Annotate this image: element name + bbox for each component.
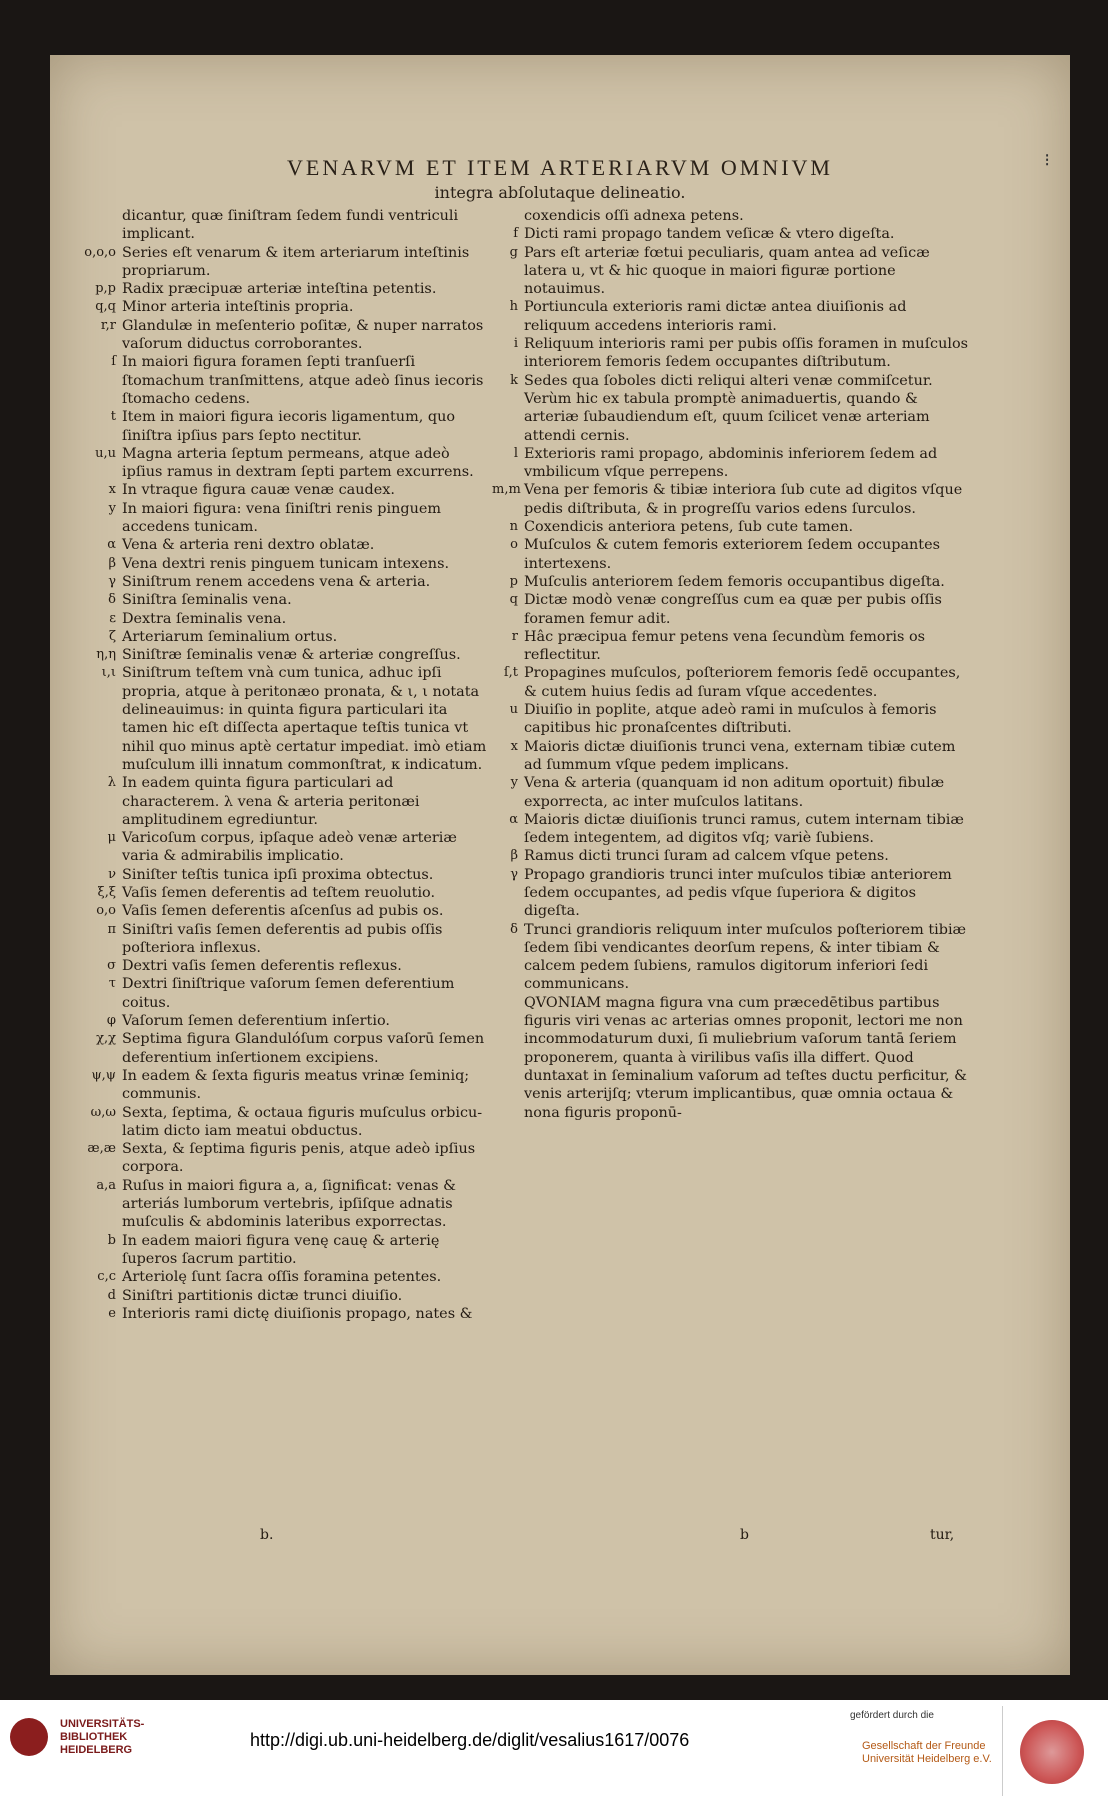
entry-row xyxy=(492,847,970,865)
entry-label: ω,ω xyxy=(90,1104,116,1120)
entry-label: σ xyxy=(107,958,116,974)
entry-row xyxy=(60,664,490,774)
entry-text: Vena & arteria reni dextro oblatæ. xyxy=(122,537,375,554)
entry-label: e xyxy=(108,1305,116,1321)
entry-text: Dextra ſeminalis vena. xyxy=(122,610,287,627)
entry-text: Siniſtri vaſis ſemen deferentis ad pubis oſſis poſteriora inflexus. xyxy=(122,921,443,956)
entry-row xyxy=(60,298,490,316)
entry-text: Varicoſum corpus, ipſaque adeò venæ arteriæ varia & admirabilis implicatio. xyxy=(122,830,457,865)
entry-text: In eadem & ſexta figuris meatus vrinæ ſeminiq; communis. xyxy=(122,1067,470,1103)
entry-text: Glandulæ in meſenterio poſitæ, & nuper narratos vaſorum diductus corroborantes. xyxy=(122,317,484,353)
entry-row xyxy=(60,481,490,499)
entry-row xyxy=(492,774,970,811)
entry-text: Radix præcipuæ arteriæ inteſtina petentis. xyxy=(122,281,437,298)
entry-text: Vena & arteria (quanquam id non aditum oportuit) fibulæ exporrecta, ac inter muſculos latitans. xyxy=(524,775,945,810)
entry-text: In eadem maiori figura venę cauę & arterię ſuperos ſacrum partitio. xyxy=(122,1232,440,1267)
entry-row xyxy=(60,610,490,628)
entry-text: Vaſis ſemen deferentis ad teſtem reuolutio. xyxy=(122,884,436,901)
entry-text: Siniſtrum teſtem vnà cum tunica, adhuc ipſi propria, atque à peritonæo pronata, & ι, ι notata delineauimus: in quinta figura particulari ita tamen hic eſt diſſecta apertaque teſtis tunica vt nihil quo minus aptè certatur impediat. imò etiam muſculum illi innatum commonſtrat, κ indicatum. xyxy=(122,665,487,773)
entry-row xyxy=(60,591,490,609)
ornament-mark: ⁝ xyxy=(1044,150,1050,171)
entry-row xyxy=(60,1030,490,1067)
entry-row xyxy=(60,1104,490,1141)
entry-label: k xyxy=(510,372,518,388)
entry-label: δ xyxy=(108,592,116,608)
entry-label: α xyxy=(107,537,116,553)
entry-label: t xyxy=(110,409,116,425)
book-page xyxy=(50,55,1070,1675)
entry-row xyxy=(60,646,490,664)
entry-label: u,u xyxy=(95,445,116,461)
entry-label: y xyxy=(108,500,116,516)
entry-text: In vtraque figura cauæ venæ caudex. xyxy=(122,482,395,499)
entry-text: Ramus dicti trunci ſuram ad calcem vſque petens. xyxy=(524,848,889,865)
entry-row xyxy=(492,372,970,445)
library-logo-icon xyxy=(10,1718,48,1756)
entry-row xyxy=(60,1012,490,1030)
entry-label: g xyxy=(509,244,518,260)
entry-text: Pars eſt arteriæ fœtui peculiaris, quam antea ad veſicæ latera u, vt & hic quoque in maiori figuræ portione notauimus. xyxy=(524,244,930,298)
university-seal-icon xyxy=(1020,1720,1084,1784)
entry-label: u xyxy=(509,702,518,718)
right-column xyxy=(492,207,970,1122)
entry-label: τ xyxy=(108,976,116,992)
entry-row xyxy=(60,445,490,482)
entry-row xyxy=(60,829,490,866)
entry-row xyxy=(60,1287,490,1305)
entry-label: p xyxy=(509,573,518,589)
entry-label: d xyxy=(107,1287,116,1303)
entry-row xyxy=(60,573,490,591)
entry-label: ν xyxy=(108,866,116,882)
entry-row xyxy=(60,866,490,884)
entry-row xyxy=(492,994,970,1122)
entry-label: γ xyxy=(510,866,518,882)
entry-text: QVONIAM magna figura vna cum præcedētibus partibus figuris viri venas ac arterias omnes proponit, lectori me non incommodaturum duxi, ſi muliebrium vaſorum tantā ſeriem proponerem, quanta à virilibus vaſis illa differt. Quod duntaxat in ſeminalium vaſorum ad teſtes ductu perficitur, & venis arterijſq; vterum implicantibus, quæ omnia octaua & nona figuris proponū- xyxy=(524,994,967,1121)
entry-label: r xyxy=(511,628,518,644)
entry-row xyxy=(60,1305,490,1323)
entry-row xyxy=(492,445,970,482)
entry-row xyxy=(492,921,970,994)
entry-text: Vaſis ſemen deferentis aſcenſus ad pubis os. xyxy=(122,903,444,920)
entry-text: Exterioris rami propago, abdominis inferiorem ſedem ad vmbilicum vſque perrepens. xyxy=(524,445,938,481)
entry-label: χ,χ xyxy=(96,1031,116,1047)
entry-text: Portiuncula exterioris rami dictæ antea diuiſionis ad reliquum accedens interioris rami. xyxy=(524,299,907,334)
entry-row xyxy=(60,244,490,281)
entry-label xyxy=(60,207,122,244)
entry-text: Sexta, ſeptima, & octaua figuris muſculus orbicu-latim dicto iam meatui obductus. xyxy=(122,1104,483,1139)
entry-label: ο,ο xyxy=(96,903,116,919)
entry-row xyxy=(492,335,970,372)
entry-text: Siniſtrum renem accedens vena & arteria. xyxy=(122,573,431,590)
entry-text: Vaſorum ſemen deferentium inſertio. xyxy=(122,1013,390,1030)
entry-text: Maioris dictæ diuiſionis trunci ramus, cutem internam tibiæ ſedem integentem, ad digitos vſq; variè ſubiens. xyxy=(524,811,964,847)
entry-text: Magna arteria ſeptum permeans, atque adeò ipſius ramus in dextram ſepti partem excurrens. xyxy=(122,445,474,481)
entry-label: p,p xyxy=(95,281,116,297)
library-name: UNIVERSITÄTS- BIBLIOTHEK HEIDELBERG xyxy=(60,1718,145,1756)
footer-divider xyxy=(1002,1706,1003,1796)
entry-row xyxy=(60,1232,490,1269)
page-header xyxy=(50,155,1070,202)
entry-text: dicantur, quæ ſiniſtram ſedem fundi ventriculi implicant. xyxy=(122,208,459,243)
entry-label: η,η xyxy=(96,647,116,663)
entry-row xyxy=(60,902,490,920)
entry-row xyxy=(492,207,970,225)
entry-text: Siniſtri partitionis dictæ trunci diuiſio. xyxy=(122,1287,403,1304)
entry-row xyxy=(60,975,490,1012)
entry-row xyxy=(492,866,970,921)
entry-text: Sedes qua ſoboles dicti reliqui alteri venæ commiſcetur. Verùm hic ex tabula promptè animaduertis, quando & arteriæ ſubaudiendum eſt, quum ſcilicet venæ arteriam attendi cernis. xyxy=(524,372,933,444)
entry-row xyxy=(492,518,970,536)
entry-row xyxy=(60,1067,490,1104)
entry-label: æ,æ xyxy=(87,1141,116,1157)
entry-row xyxy=(492,628,970,665)
entry-text: Maioris dictæ diuiſionis trunci vena, externam tibiæ cutem ad ſummum vſque pedem implicans. xyxy=(524,738,956,773)
catchword-right: b xyxy=(740,1527,749,1543)
entry-row xyxy=(60,921,490,958)
entry-label: a,a xyxy=(96,1177,116,1193)
entry-row xyxy=(60,957,490,975)
entry-row xyxy=(492,701,970,738)
entry-label: q,q xyxy=(95,299,116,315)
entry-text: Vena per femoris & tibiæ interiora ſub cute ad digitos vſque pedis diſtributa, & in progreſſu varios edens ſurculos. xyxy=(524,482,963,517)
entry-row xyxy=(60,1268,490,1286)
entry-row xyxy=(492,298,970,335)
entry-text: Siniſtræ ſeminalis venæ & arteriæ congreſſus. xyxy=(122,647,461,664)
entry-label: b xyxy=(107,1232,116,1248)
entry-text: Item in maiori figura iecoris ligamentum, quo ſiniſtra ipſius pars ſepto nectitur. xyxy=(122,409,456,444)
left-column xyxy=(60,207,490,1323)
entry-text: Hâc præcipua femur petens vena ſecundùm femoris os reflectitur. xyxy=(524,628,925,664)
entry-label xyxy=(492,207,524,225)
entry-label: ſ,t xyxy=(503,665,518,681)
entry-row xyxy=(60,500,490,537)
entry-text: Arteriolę ſunt ſacra oſſis foramina petentes. xyxy=(122,1269,442,1286)
entry-row xyxy=(492,536,970,573)
entry-label: ψ,ψ xyxy=(91,1067,116,1083)
catchword-word: tur, xyxy=(930,1527,955,1543)
entry-row xyxy=(492,591,970,628)
entry-text: Dextri vaſis ſemen deferentis reflexus. xyxy=(122,958,402,975)
entry-text: Dictæ modò venæ congreſſus cum ea quæ per pubis oſſis foramen femur adit. xyxy=(524,592,942,627)
entry-row xyxy=(492,664,970,701)
entry-label: δ xyxy=(510,921,518,937)
entry-row xyxy=(60,408,490,445)
entry-label: i xyxy=(513,336,518,352)
entry-text: Muſculos & cutem femoris exteriorem ſedem occupantes intertexens. xyxy=(524,537,940,572)
entry-text: Arteriarum ſeminalium ortus. xyxy=(122,628,338,645)
entry-text: Reliquum interioris rami per pubis oſſis foramen in muſculos interiorem femoris ſedem occupantes diſtributum. xyxy=(524,336,968,371)
entry-label: o,o,o xyxy=(84,244,116,260)
footer xyxy=(0,1700,1108,1804)
entry-label: h xyxy=(509,299,518,315)
entry-row xyxy=(492,573,970,591)
entry-row xyxy=(492,244,970,299)
entry-label: x xyxy=(108,482,116,498)
entry-row xyxy=(60,884,490,902)
entry-label: r,r xyxy=(100,317,116,333)
entry-text: Ruſus in maiori figura a, a, ſignificat: venas & arteriás lumborum vertebris, ipſiſque adnatis muſculis & abdominis lateribus exporrectas. xyxy=(122,1177,456,1231)
entry-text: Siniſtra ſeminalis vena. xyxy=(122,592,292,609)
entry-text: In maiori figura: vena ſiniſtri renis pinguem accedens tunicam. xyxy=(122,500,442,536)
entry-text: Septima figura Glandulóſum corpus vaſorū ſemen deferentium inſertionem excipiens. xyxy=(122,1031,485,1066)
entry-row xyxy=(492,481,970,518)
entry-row xyxy=(60,280,490,298)
entry-row xyxy=(60,555,490,573)
entry-text: Dicti rami propago tandem veſicæ & vtero digeſta. xyxy=(524,226,895,243)
entry-label: ι,ι xyxy=(101,665,116,681)
entry-label: λ xyxy=(107,775,116,791)
entry-text: Trunci grandioris reliquum inter muſculos poſteriorem tibiæ ſedem ſibi vendicantes deorſum repens, & inter tibiam & calcem pedem ſubiens, ramulos digitorum inferiori ſedi communicans. xyxy=(524,921,967,993)
entry-label: x xyxy=(510,738,518,754)
entry-text: Interioris rami dictę diuiſionis propago, nates & xyxy=(122,1305,473,1322)
entry-text: In eadem quinta figura particulari ad characterem. λ vena & arteria peritonæi amplitudinem egrediuntur. xyxy=(122,775,420,828)
entry-label: μ xyxy=(107,830,116,846)
entry-label: ξ,ξ xyxy=(97,884,116,900)
entry-label xyxy=(492,994,524,1122)
entry-text: Sexta, & ſeptima figuris penis, atque adeò ipſius corpora. xyxy=(122,1141,476,1176)
document-url[interactable]: http://digi.ub.uni-heidelberg.de/diglit/vesalius1617/0076 xyxy=(250,1730,690,1750)
entry-label: f xyxy=(513,226,518,242)
entry-row xyxy=(60,536,490,554)
entry-label: m,m xyxy=(492,482,521,498)
entry-label: ε xyxy=(109,610,116,626)
entry-text: Muſculis anteriorem ſedem femoris occupantibus digeſta. xyxy=(524,573,945,590)
page-title: VENARVM ET ITEM ARTERIARVM OMNIVM xyxy=(287,155,833,180)
entry-text: Propagines muſculos, poſteriorem femoris ſedē occupantes, & cutem huius ſedis ad ſuram vſque accedentes. xyxy=(524,665,961,700)
entry-text: Diuiſio in poplite, atque adeò rami in muſculos à femoris capitibus hic pronaſcentes diſtributi. xyxy=(524,702,937,737)
entry-text: Siniſter teſtis tunica ipſi proxima obtectus. xyxy=(122,866,434,883)
entry-row xyxy=(60,207,490,244)
entry-text: In maiori figura foramen ſepti tranſuerſi ſtomachum tranſmittens, atque adeò ſinus iecoris ſtomacho cedens. xyxy=(122,354,484,407)
entry-row xyxy=(60,317,490,354)
entry-row xyxy=(60,774,490,829)
entry-row xyxy=(60,353,490,408)
entry-label: y xyxy=(510,775,518,791)
entry-row xyxy=(60,628,490,646)
entry-label: β xyxy=(510,848,518,864)
page-subtitle: integra abſolutaque delineatio. xyxy=(434,183,686,202)
entry-label: l xyxy=(513,445,518,461)
entry-label: ζ xyxy=(108,628,116,644)
entry-text: Propago grandioris trunci inter muſculos tibiæ anteriorem ſedem occupantes, ad pedis vſque ſuperiora & digitos digeſta. xyxy=(524,866,952,920)
entry-label: q xyxy=(509,592,518,608)
entry-row xyxy=(492,225,970,243)
entry-row xyxy=(60,1140,490,1177)
entry-row xyxy=(492,811,970,848)
sponsor-note: gefördert durch die xyxy=(850,1710,934,1721)
entry-text: Series eſt venarum & item arteriarum inteſtinis propriarum. xyxy=(122,244,470,279)
entry-text: coxendicis oſſi adnexa petens. xyxy=(524,208,744,224)
entry-label: γ xyxy=(108,573,116,589)
entry-label: c,c xyxy=(97,1269,116,1285)
entry-text: Minor arteria inteſtinis propria. xyxy=(122,299,354,316)
entry-text: Coxendicis anteriora petens, ſub cute tamen. xyxy=(524,519,854,536)
entry-text: Dextri ſiniſtrique vaſorum ſemen deferentium coitus. xyxy=(122,976,455,1011)
entry-label: o xyxy=(510,537,518,553)
catchword-left: b. xyxy=(260,1527,274,1543)
entry-label: n xyxy=(509,519,518,535)
entry-label: π xyxy=(107,921,116,937)
entry-row xyxy=(60,1177,490,1232)
entry-label: φ xyxy=(106,1013,116,1029)
entry-label: β xyxy=(108,555,116,571)
entry-label: α xyxy=(509,811,518,827)
society-name[interactable]: Gesellschaft der Freunde Universität Heidelberg e.V. xyxy=(862,1740,992,1765)
entry-row xyxy=(492,738,970,775)
entry-label: ſ xyxy=(111,354,116,370)
entry-text: Vena dextri renis pinguem tunicam intexens. xyxy=(122,555,450,572)
